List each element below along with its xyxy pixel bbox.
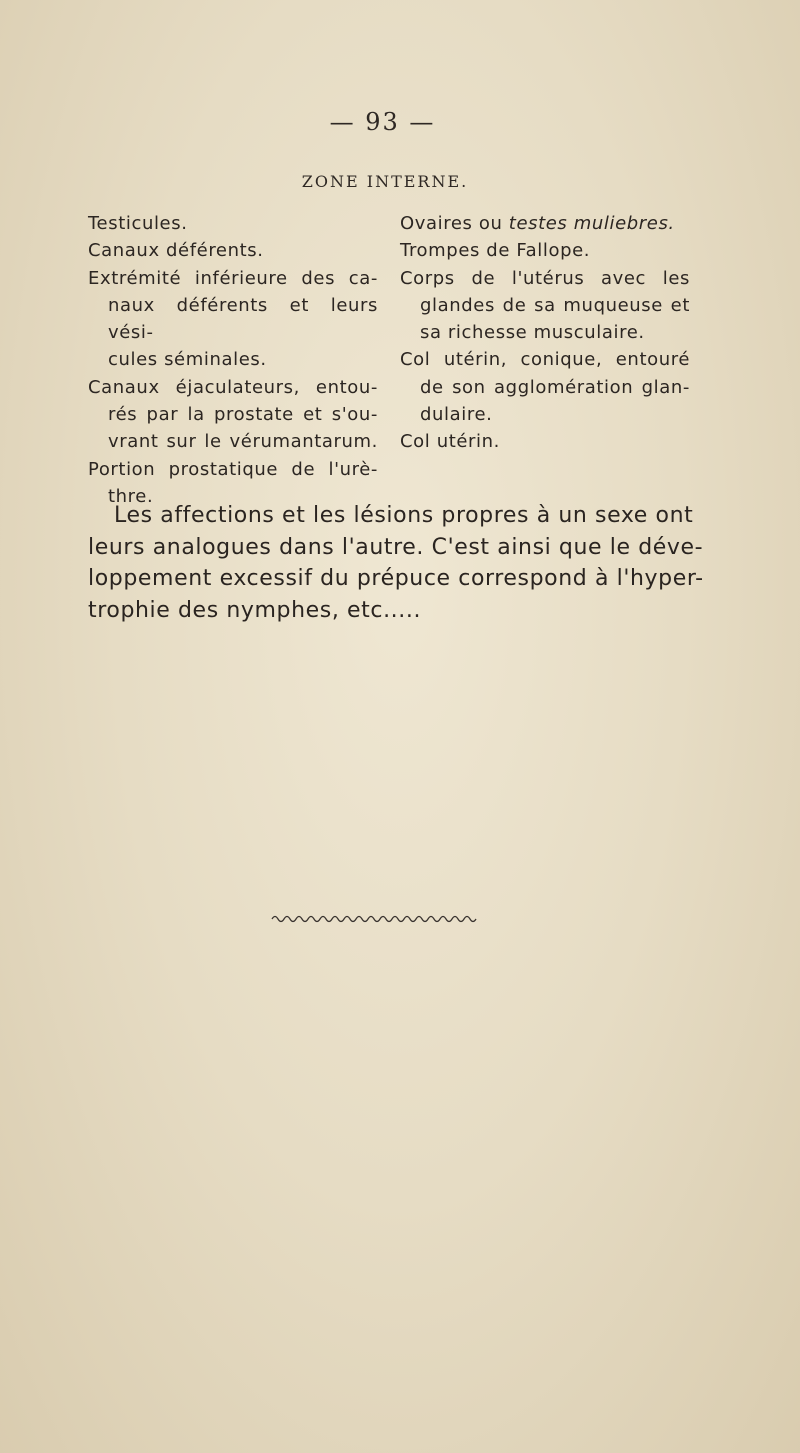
text-line: rés par la prostate et s'ou-	[108, 404, 378, 426]
text-line: Col utérin, conique, entouré	[400, 349, 690, 371]
text-line: Testicules.	[88, 213, 188, 234]
left-entry-canaux-deferents	[88, 237, 378, 264]
text-line: vrant sur le vérumantarum.	[108, 431, 378, 453]
left-entry-extremite	[88, 265, 378, 374]
text-line	[400, 210, 690, 237]
text-line: cules séminales.	[108, 349, 267, 371]
page-number: — 93 —	[329, 108, 436, 136]
right-column	[400, 210, 690, 456]
right-entry-col-uterin	[400, 428, 690, 455]
text-line: Trompes de Fallope.	[400, 240, 591, 262]
right-entry-corps-uterus	[400, 265, 690, 347]
left-entry-testicules	[88, 210, 378, 237]
text-line: Corps de l'utérus avec les	[400, 267, 690, 289]
left-entry-canaux-ejaculateurs	[88, 374, 378, 456]
text-line: Portion prostatique de l'urè-	[88, 458, 378, 480]
wavy-rule-ornament-icon	[270, 910, 480, 924]
section-heading: ZONE INTERNE.	[301, 172, 469, 191]
text-segment: Ovaires ou	[400, 213, 509, 234]
right-entry-trompes	[400, 237, 690, 264]
text-line: Canaux déférents.	[88, 240, 264, 262]
body-paragraph	[88, 500, 704, 626]
paragraph-line: leurs analogues dans l'autre. C'est ainsi que le déve-	[88, 534, 704, 560]
text-line: Col utérin.	[400, 431, 500, 453]
text-line: glandes de sa muqueuse et	[420, 294, 690, 316]
paragraph-line: loppement excessif du prépuce correspond à l'hyper-	[88, 566, 704, 591]
text-line: de son agglomération glan-	[420, 376, 690, 398]
text-line: dulaire.	[420, 404, 493, 426]
italic-term: testes muliebres.	[508, 213, 675, 234]
paragraph-line: Les affections et les lésions propres à un sexe ont	[114, 503, 694, 528]
text-line: Extrémité inférieure des ca-	[88, 267, 378, 289]
left-column	[88, 210, 378, 510]
text-line: thre.	[108, 485, 154, 507]
right-entry-ovaires	[400, 210, 690, 237]
text-line: sa richesse musculaire.	[420, 322, 645, 344]
right-entry-col-uterin-conique	[400, 346, 690, 428]
text-line: naux déférents et leurs vési-	[108, 294, 378, 344]
paragraph-line: trophie des nymphes, etc.....	[88, 597, 422, 623]
text-line: Canaux éjaculateurs, entou-	[88, 376, 378, 398]
